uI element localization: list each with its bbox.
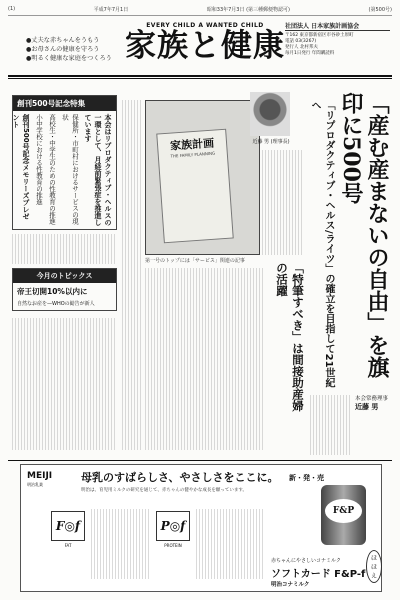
publisher-line: 〒162 東京都新宿区市谷砂土原町 xyxy=(285,33,354,38)
first-issue-photo xyxy=(145,100,260,255)
masthead xyxy=(120,22,290,72)
masthead-tagline: EVERY CHILD A WANTED CHILD xyxy=(146,22,264,29)
product-badge: ほほえ xyxy=(366,550,382,583)
photo-caption: 第一号のトップには「サービス」関連の記事 xyxy=(145,258,245,264)
feature-side-label: 創刊500号記念メモリーズプレゼント xyxy=(12,114,30,220)
can-label: F&P xyxy=(325,499,362,523)
masthead-rule xyxy=(8,75,392,77)
feature-label: 創刊500号記念特集 xyxy=(13,96,116,111)
feature-columns xyxy=(13,111,116,229)
ad-brand: MEIJI xyxy=(27,471,53,481)
publisher-name: 社団法人 日本家族計画協会 xyxy=(285,24,390,31)
newspaper-title: 家族計画 xyxy=(169,136,215,153)
advertisement xyxy=(20,464,382,592)
body-text-block xyxy=(12,234,117,264)
feature-text: 高校生・中学生のための性教育の推進 xyxy=(48,114,56,225)
top-strip xyxy=(8,6,392,16)
protein-logo-caption: PROTEIN xyxy=(164,543,182,548)
mid-headline: 「特筆すべき」は間接助産婦の活躍 xyxy=(275,262,305,412)
protein-logo-text: P◎f xyxy=(160,519,186,533)
product-maker: 明治コナミルク xyxy=(271,582,310,588)
ad-body-text xyxy=(91,509,149,579)
newspaper-subtitle: THE FAMILY PLANNING xyxy=(170,150,216,159)
masthead-rule-thin xyxy=(8,78,392,79)
date-right: 昭和33年7月3日 (第三種郵便物認可) xyxy=(206,7,290,13)
publisher-line: 発行人 北村邦夫 xyxy=(285,45,318,50)
portrait-caption: 近藤 男 (理事長) xyxy=(252,139,290,145)
body-text-block xyxy=(12,318,117,450)
slogan-line: ●丈夫な赤ちゃんをうもう xyxy=(26,37,100,44)
body-text-block xyxy=(310,395,352,455)
masthead-title: 家族と健康 xyxy=(125,28,285,64)
product-name: ソフトカード F&P-f xyxy=(271,569,366,580)
ad-brand-sub: 明治乳業 xyxy=(27,482,43,487)
author-portrait xyxy=(250,92,290,136)
fat-logo-caption: FAT xyxy=(64,543,72,548)
body-text-block xyxy=(145,268,263,450)
product-tagline: 赤ちゃんにやさしいコナミルク xyxy=(271,558,341,564)
ad-headline: 母乳のすばらしさ、やさしさをここに。 xyxy=(81,471,279,484)
topics-box xyxy=(12,268,117,311)
body-text-block xyxy=(122,100,142,450)
new-sale-label: 新・発・売 xyxy=(289,474,324,482)
publisher-box xyxy=(285,24,390,64)
topics-headline: 帝王切開10%以内に xyxy=(17,287,88,296)
feature-text: 小中学校における性教育の推進 xyxy=(35,114,43,205)
newspaper-image xyxy=(156,129,234,244)
fat-logo-text: F◎f xyxy=(55,519,81,533)
milk-can-image xyxy=(321,485,366,545)
slogan-line: ●お母さんの健康を守ろう xyxy=(26,46,100,53)
protein-logo xyxy=(156,511,190,541)
issue-number: (第500号) xyxy=(368,7,392,13)
page-label: (1) xyxy=(8,6,16,12)
feature-box xyxy=(12,95,117,230)
publisher-line: 電話 03(3267) xyxy=(285,39,317,44)
main-subhead: 「リプロダクティブ・ヘルス/ライツ」の確立を目指して21世紀へ xyxy=(309,100,334,388)
topics-sub: 自然なお産を—WHOの勧告が新人 xyxy=(17,301,95,307)
slogan-line: ●明るく健康な家庭をつくろう xyxy=(26,55,112,62)
ad-body-text xyxy=(196,509,264,579)
topics-label: 今月のトピックス xyxy=(13,269,116,283)
author-role: 本会常務理事 xyxy=(355,396,389,402)
ad-rule xyxy=(8,460,392,461)
main-headline: 「産む産まないの自由」を旗印に500号 xyxy=(338,92,390,378)
feature-text: 保健所・市町村におけるサービスの現状 xyxy=(61,114,79,225)
feature-text: 本会はリプロダクティブ・ヘルスの一環として、月経前緊張症を推進しています xyxy=(84,114,112,226)
author-name: 近藤 男 xyxy=(355,403,379,411)
fat-logo xyxy=(51,511,85,541)
body-text-block xyxy=(262,150,302,255)
publisher-line: 毎月1日発行 年間購読料 xyxy=(285,51,335,56)
ad-subtext: 明治は、育児用ミルクの研究を通じて、赤ちゃんの健やかな成長を願っています。 xyxy=(81,488,247,493)
date-left: 平成7年7月1日 xyxy=(93,7,129,13)
author-block xyxy=(355,395,400,411)
